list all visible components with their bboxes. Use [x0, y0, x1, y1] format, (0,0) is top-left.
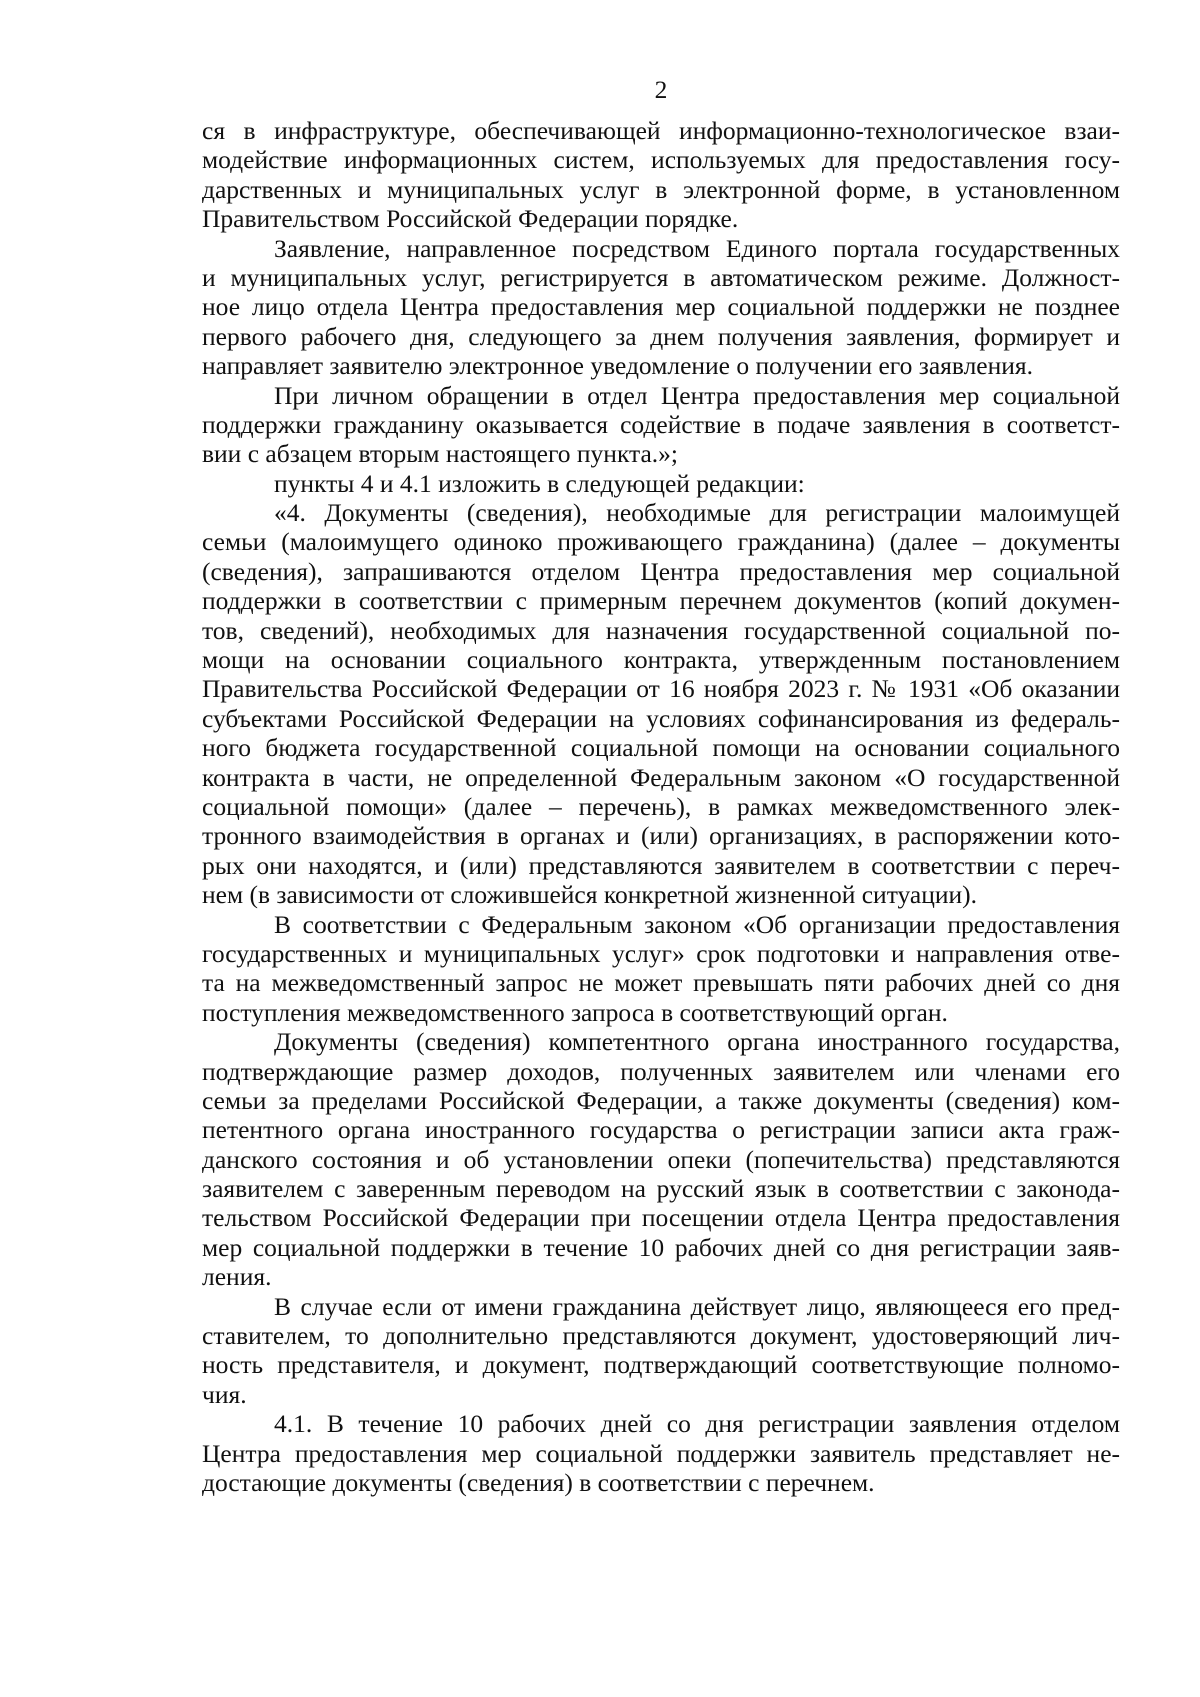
text-line: модействие информационных систем, используемых для предоставления госу-	[202, 145, 1120, 175]
text-line: семьи (малоимущего одиноко проживающего гражданина) (далее – документы	[202, 527, 1120, 557]
text-line: ся в инфраструктуре, обеспечивающей информационно-технологическое взаи-	[202, 116, 1120, 145]
text-line: мер социальной поддержки в течение 10 рабочих дней со дня регистрации заяв-	[202, 1232, 1120, 1262]
text-line: тов, сведений), необходимых для назначения государственной социальной по-	[202, 615, 1120, 645]
text-line: тельством Российской Федерации при посещении отдела Центра предоставления	[202, 1203, 1120, 1233]
paragraph	[202, 381, 1120, 469]
text-line: нем (в зависимости от сложившейся конкретной жизненной ситуации).	[202, 880, 978, 910]
paragraph	[202, 116, 1120, 234]
text-line: ность представителя, и документ, подтверждающий соответствующие полномо-	[202, 1350, 1120, 1380]
text-line: поддержки гражданину оказывается содействие в подаче заявления в соответст-	[202, 409, 1120, 439]
text-line: В соответствии с Федеральным законом «Об организации предоставления	[274, 909, 1120, 939]
paragraph	[202, 1027, 1120, 1292]
text-line: Заявление, направленное посредством Единого портала государственных	[274, 233, 1120, 263]
text-line: поступления межведомственного запроса в соответствующий орган.	[202, 997, 948, 1027]
text-line: направляет заявителю электронное уведомление о получении его заявления.	[202, 351, 1034, 381]
text-line: В случае если от имени гражданина действует лицо, являющееся его пред-	[274, 1291, 1120, 1321]
text-line: субъектами Российской Федерации на условиях софинансирования из федераль-	[202, 703, 1120, 733]
text-line: первого рабочего дня, следующего за днем получения заявления, формирует и	[202, 321, 1120, 351]
paragraph	[202, 498, 1120, 909]
text-line: подтверждающие размер доходов, полученных заявителем или членами его	[202, 1056, 1120, 1086]
paragraph	[202, 234, 1120, 381]
text-line: ное лицо отдела Центра предоставления мер социальной поддержки не позднее	[202, 292, 1120, 322]
text-line: При личном обращении в отдел Центра предоставления мер социальной	[274, 380, 1120, 410]
text-line: тронного взаимодействия в органах и (или) организациях, в распоряжении кото-	[202, 821, 1120, 851]
paragraph	[202, 1292, 1120, 1410]
document-body	[202, 116, 1120, 1497]
text-line: мощи на основании социального контракта, утвержденным постановлением	[202, 645, 1120, 675]
text-line: «4. Документы (сведения), необходимые для регистрации малоимущей	[274, 498, 1120, 528]
text-line: рых они находятся, и (или) представляются заявителем в соответствии с переч-	[202, 850, 1120, 880]
text-line: ставителем, то дополнительно представляются документ, удостоверяющий лич-	[202, 1321, 1120, 1351]
paragraph	[202, 1409, 1120, 1497]
text-line: ного бюджета государственной социальной помощи на основании социального	[202, 733, 1120, 763]
text-line: дарственных и муниципальных услуг в электронной форме, в установленном	[202, 174, 1120, 204]
paragraph	[202, 469, 1120, 498]
text-line: поддержки в соответствии с примерным перечнем документов (копий докумен-	[202, 586, 1120, 616]
text-line: семьи за пределами Российской Федерации, а также документы (сведения) ком-	[202, 1085, 1120, 1115]
text-line: ления.	[202, 1262, 272, 1292]
text-line: вии с абзацем вторым настоящего пункта.»;	[202, 439, 678, 469]
text-line: Центра предоставления мер социальной поддержки заявитель представляет не-	[202, 1438, 1120, 1468]
document-page	[202, 68, 1120, 1497]
text-line: контракта в части, не определенной Федеральным законом «О государственной	[202, 762, 1120, 792]
text-line: данского состояния и об установлении опеки (попечительства) представляются	[202, 1144, 1120, 1174]
text-line: социальной помощи» (далее – перечень), в рамках межведомственного элек-	[202, 791, 1120, 821]
text-line: государственных и муниципальных услуг» срок подготовки и направления отве-	[202, 938, 1120, 968]
text-line: петентного органа иностранного государства о регистрации записи акта граж-	[202, 1115, 1120, 1145]
page-number: 2	[654, 75, 668, 104]
text-line: чия.	[202, 1379, 247, 1409]
text-line: Правительством Российской Федерации порядке.	[202, 204, 739, 234]
paragraph	[202, 910, 1120, 1028]
text-line: и муниципальных услуг, регистрируется в автоматическом режиме. Должност-	[202, 262, 1120, 292]
text-line: та на межведомственный запрос не может превышать пяти рабочих дней со дня	[202, 968, 1120, 998]
text-line: заявителем с заверенным переводом на русский язык в соответствии с законода-	[202, 1174, 1120, 1204]
text-line: достающие документы (сведения) в соответствии с перечнем.	[202, 1467, 875, 1497]
text-line: Документы (сведения) компетентного органа иностранного государства,	[274, 1027, 1120, 1057]
text-line: Правительства Российской Федерации от 16 ноября 2023 г. № 1931 «Об оказании	[202, 674, 1120, 704]
text-line: (сведения), запрашиваются отделом Центра предоставления мер социальной	[202, 556, 1120, 586]
text-line: пункты 4 и 4.1 изложить в следующей редакции:	[274, 468, 805, 498]
text-line: 4.1. В течение 10 рабочих дней со дня регистрации заявления отделом	[274, 1409, 1120, 1439]
